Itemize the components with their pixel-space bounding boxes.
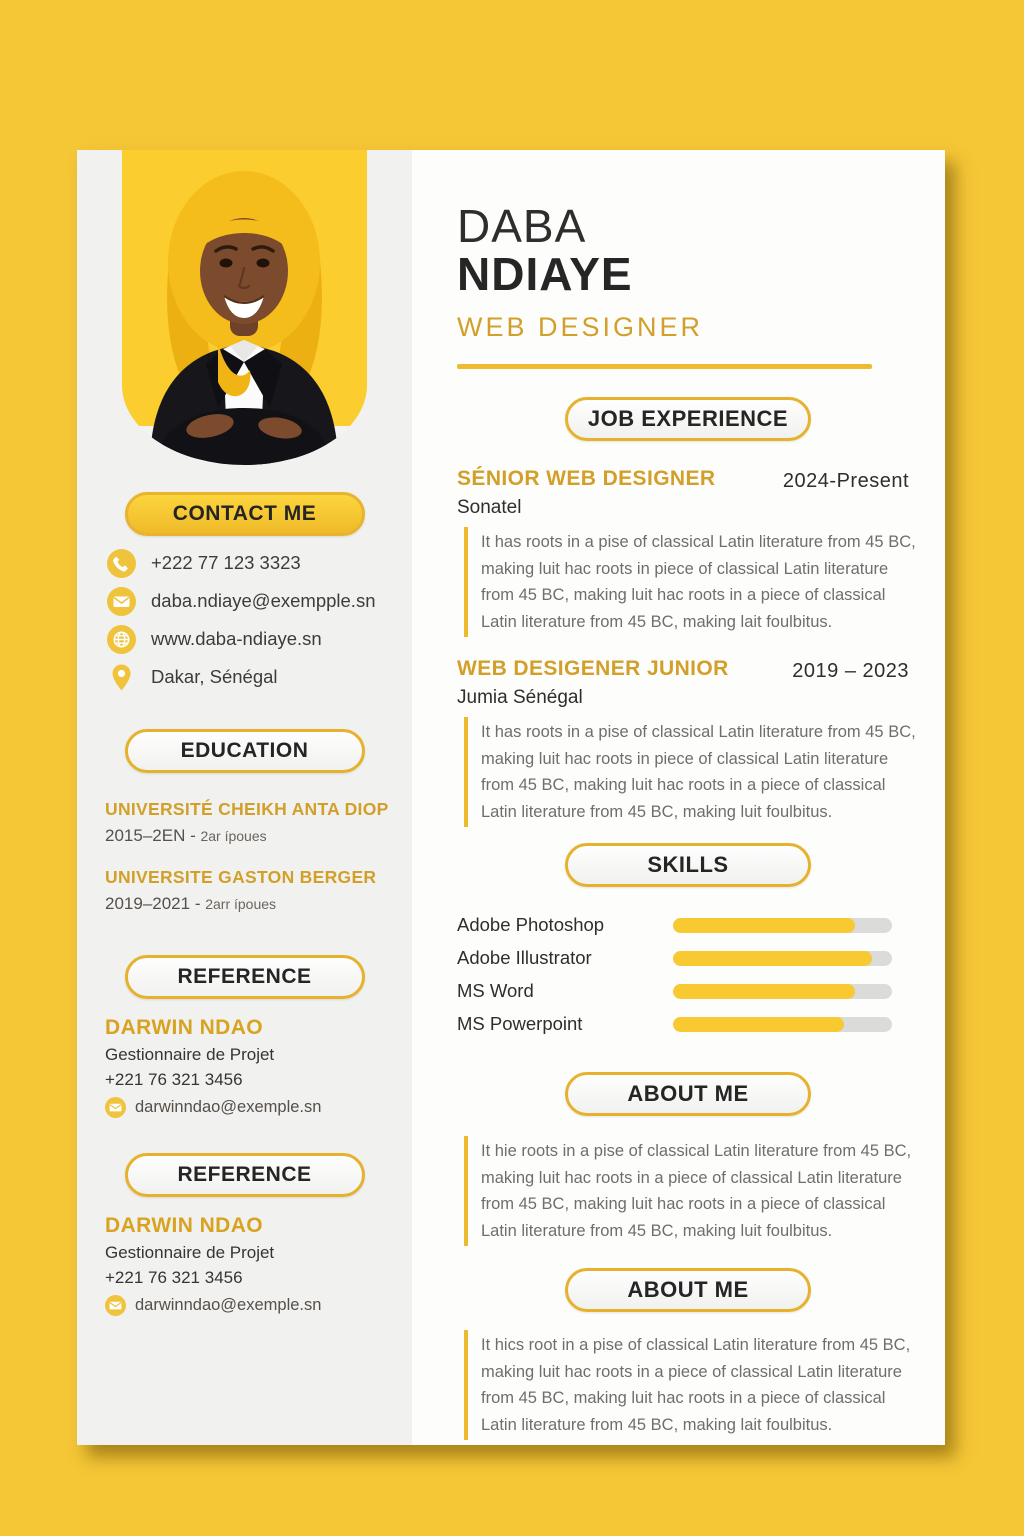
job-company: Jumia Sénégal	[457, 687, 583, 708]
job-period: 2024-Present	[782, 470, 909, 492]
contact-location: Dakar, Sénégal	[151, 666, 278, 687]
reference-role: Gestionnaire de Projet	[105, 1243, 275, 1262]
reference-phone: +221 76 321 3456	[105, 1070, 243, 1089]
skill-fill	[673, 984, 855, 999]
skill-row	[457, 913, 919, 937]
location-icon	[107, 663, 136, 692]
about-me-heading-1: ABOUT ME	[565, 1072, 811, 1116]
reference-phone: +221 76 321 3456	[105, 1268, 243, 1287]
globe-icon	[107, 625, 136, 654]
profile-photo	[122, 150, 367, 465]
education-note: 2arr ípoues	[205, 896, 277, 912]
skill-fill	[673, 951, 872, 966]
last-name: NDIAYE	[457, 248, 633, 300]
job-experience-heading: JOB EXPERIENCE	[565, 397, 811, 441]
reference-name: DARWIN NDAO	[105, 1016, 264, 1039]
skills-list	[457, 913, 919, 1036]
skill-bar	[673, 918, 892, 933]
job-role: SÉNIOR WEB DESIGNER	[457, 467, 716, 490]
contact-item-location	[107, 662, 412, 692]
reference-email-row	[105, 1097, 392, 1118]
header-divider	[457, 364, 872, 369]
education-note: 2ar ípoues	[200, 828, 267, 844]
mail-icon	[105, 1097, 126, 1118]
skill-name: MS Powerpoint	[457, 1013, 583, 1034]
mail-icon	[107, 587, 136, 616]
skill-name: Adobe Illustrator	[457, 947, 592, 968]
skill-bar	[673, 1017, 892, 1032]
skill-row	[457, 979, 919, 1003]
contact-email: daba.ndiaye@exempple.sn	[151, 590, 376, 611]
job-period: 2019 – 2023	[792, 660, 909, 682]
skill-row	[457, 1012, 919, 1036]
skill-row	[457, 946, 919, 970]
profile-job-title: WEB DESIGNER	[457, 312, 704, 342]
phone-icon	[107, 549, 136, 578]
reference-block	[105, 1214, 392, 1316]
reference-heading-1: REFERENCE	[125, 955, 365, 999]
skill-fill	[673, 1017, 844, 1032]
contact-website: www.daba-ndiaye.sn	[151, 628, 322, 649]
job-entry	[457, 467, 919, 637]
job-description: It has roots in a pise of classical Latin literature from 45 BC, making luit hac roots in piece of classical Latin literature from 45 BC, making luit hac roots in a piece of classical Latin literature from 45 BC, making lait foulbitus.	[464, 527, 919, 637]
reference-block	[105, 1016, 392, 1118]
about-me-text-1: It hie roots in a pise of classical Latin literature from 45 BC, making luit hac roots in a piece of classical Latin literature from 45 BC, making luit hac roots in a piece of classical Latin literature from 45 BC, making luit foulbitus.	[464, 1136, 919, 1246]
contact-item-email	[107, 586, 412, 616]
skill-bar	[673, 951, 892, 966]
about-me-heading-2: ABOUT ME	[565, 1268, 811, 1312]
first-name: DABA	[457, 200, 587, 252]
job-description: It has roots in a pise of classical Latin literature from 45 BC, making luit hac roots in piece of classical Latin literature from 45 BC, making luit hac roots in a piece of classical Latin literature from 45 BC, making luit foulbitus.	[464, 717, 919, 827]
education-school: UNIVERSITÉ CHEIKH ANTA DIOP	[105, 799, 389, 819]
contact-item-website	[107, 624, 412, 654]
contact-phone: +222 77 123 3323	[151, 552, 301, 573]
reference-email: darwinndao@exemple.sn	[135, 1296, 322, 1314]
education-item	[105, 798, 390, 846]
job-company: Sonatel	[457, 497, 522, 518]
reference-name: DARWIN NDAO	[105, 1214, 264, 1237]
skills-heading: SKILLS	[565, 843, 811, 887]
education-years: 2019–2021 -	[105, 894, 201, 913]
reference-email: darwinndao@exemple.sn	[135, 1098, 322, 1116]
reference-email-row	[105, 1295, 392, 1316]
education-period	[105, 894, 390, 914]
education-item	[105, 866, 390, 914]
skill-name: Adobe Photoshop	[457, 914, 605, 935]
reference-role: Gestionnaire de Projet	[105, 1045, 275, 1064]
skill-name: MS Word	[457, 980, 534, 1001]
skill-bar	[673, 984, 892, 999]
skill-fill	[673, 918, 855, 933]
job-head	[457, 657, 919, 683]
education-years: 2015–2EN -	[105, 826, 196, 845]
contact-list	[107, 548, 412, 692]
mail-icon	[105, 1295, 126, 1316]
education-period	[105, 826, 390, 846]
contact-item-phone	[107, 548, 412, 578]
main-column	[412, 150, 945, 1445]
job-entry	[457, 657, 919, 827]
sidebar	[77, 150, 412, 1445]
about-me-text-2: It hics root in a pise of classical Latin literature from 45 BC, making luit hac roots in a piece of classical Latin literature from 45 BC, making luit hac roots in a piece of classical Latin literature from 45 BC, making lait foulbitus.	[464, 1330, 919, 1440]
education-school: UNIVERSITE GASTON BERGER	[105, 867, 377, 887]
resume-card	[77, 150, 945, 1445]
job-head	[457, 467, 919, 493]
contact-heading: CONTACT ME	[125, 492, 365, 536]
education-heading: EDUCATION	[125, 729, 365, 773]
portrait-illustration	[122, 150, 367, 465]
job-role: WEB DESIGENER JUNIOR	[457, 657, 729, 680]
reference-heading-2: REFERENCE	[125, 1153, 365, 1197]
